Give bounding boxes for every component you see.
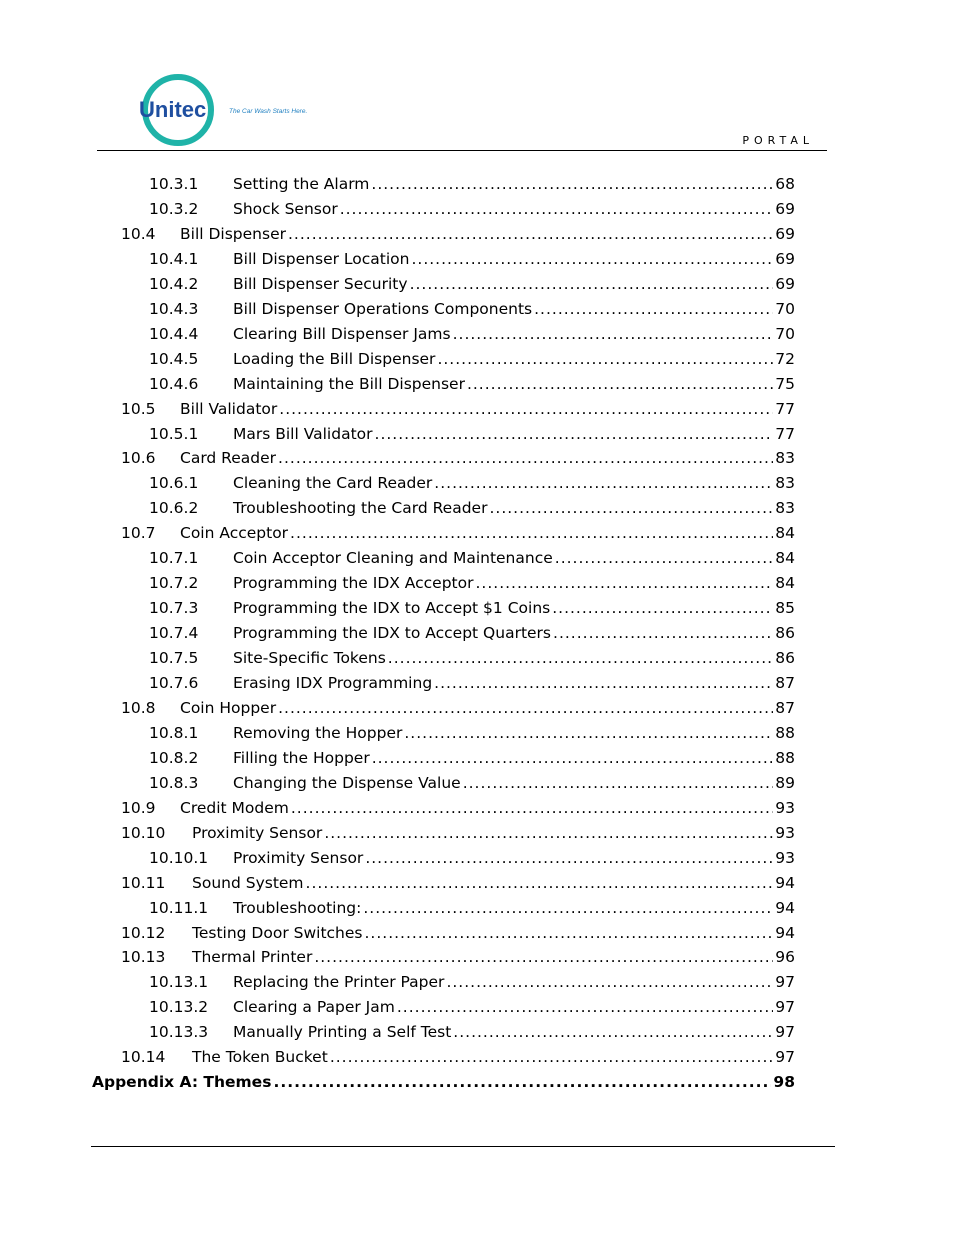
toc-entry-page: 77 (775, 424, 795, 443)
toc-entry-number: 10.8.2 (149, 748, 199, 767)
toc-entry-page: 70 (775, 299, 795, 318)
toc-entry-page: 75 (775, 374, 795, 393)
toc-entry[interactable] (149, 621, 795, 646)
toc-entry[interactable] (149, 995, 795, 1020)
toc-entry-title: Setting the Alarm (233, 175, 370, 193)
unitec-logo (137, 73, 337, 153)
toc-entry-leader (340, 197, 774, 222)
toc-entry-number: 10.4.3 (149, 299, 199, 318)
toc-entry[interactable] (149, 272, 795, 297)
toc-entry-number: 10.13 (121, 948, 166, 967)
toc-entry-title: Changing the Dispense Value (233, 773, 461, 792)
toc-entry-leader (555, 546, 774, 571)
toc-entry-number: 10.7 (121, 524, 156, 543)
toc-entry[interactable] (149, 721, 795, 746)
toc-entry[interactable] (121, 397, 795, 422)
toc-entry[interactable] (149, 571, 795, 596)
toc-entry-page: 69 (775, 249, 795, 268)
toc-entry-page: 89 (775, 773, 795, 792)
toc-entry-leader (463, 771, 774, 796)
toc-entry-leader (330, 1045, 773, 1070)
toc-entry-number: 10.8 (121, 698, 156, 717)
toc-entry-title: Erasing IDX Programming (233, 674, 433, 692)
toc-entry-number: 10.13.2 (149, 998, 209, 1017)
toc-entry-title: Shock Sensor (233, 199, 338, 218)
toc-entry-number: 10.13.3 (149, 1023, 209, 1042)
logo-wordmark: Unitec (139, 97, 207, 122)
toc-entry[interactable] (121, 1045, 795, 1070)
toc-entry-number: 10.4.5 (149, 349, 199, 368)
toc-entry-page: 86 (775, 624, 795, 643)
toc-entry[interactable] (149, 297, 795, 322)
toc-entry[interactable] (149, 372, 795, 397)
toc-entry-title: Mars Bill Validator (233, 424, 373, 443)
toc-entry-title: Proximity Sensor (192, 823, 323, 842)
toc-entry-title: Removing the Hopper (233, 723, 403, 742)
toc-entry-page: 88 (775, 748, 795, 767)
toc-entry-page: 70 (775, 324, 795, 343)
toc-entry[interactable] (149, 671, 795, 696)
toc-entry-page: 84 (775, 574, 795, 593)
toc-entry-leader (553, 621, 773, 646)
toc-entry-page: 68 (775, 175, 795, 193)
toc-entry-page: 77 (775, 399, 795, 418)
toc-entry-page: 69 (775, 274, 795, 293)
toc-entry-page: 97 (775, 1023, 795, 1042)
toc-entry-number: 10.10 (121, 823, 166, 842)
toc-entry-page: 94 (775, 898, 795, 917)
toc-entry-number: 10.14 (121, 1048, 166, 1067)
logo-tagline: The Car Wash Starts Here. (229, 108, 308, 115)
toc-entry[interactable] (121, 222, 795, 247)
toc-entry[interactable] (92, 1070, 795, 1095)
toc-entry-number: 10.12 (121, 923, 166, 942)
toc-entry[interactable] (121, 921, 795, 946)
toc-entry-title: Testing Door Switches (192, 923, 363, 942)
toc-entry-number: 10.7.2 (149, 574, 199, 593)
toc-entry[interactable] (149, 471, 795, 496)
toc-entry[interactable] (121, 821, 795, 846)
toc-entry-page: 94 (775, 873, 795, 892)
toc-entry-leader (476, 571, 774, 596)
toc-entry[interactable] (149, 322, 795, 347)
toc-entry[interactable] (149, 546, 795, 571)
toc-entry-number: 10.13.1 (149, 973, 209, 992)
toc-entry[interactable] (121, 521, 795, 546)
toc-entry-leader (290, 521, 773, 546)
toc-entry-leader (314, 945, 773, 970)
toc-entry-leader (437, 347, 773, 372)
footer-divider (91, 1146, 835, 1147)
toc-entry[interactable] (121, 696, 795, 721)
toc-entry[interactable] (149, 197, 795, 222)
toc-entry[interactable] (149, 970, 795, 995)
toc-entry[interactable] (149, 422, 795, 447)
toc-entry-title: Bill Dispenser Location (233, 249, 410, 268)
toc-entry-leader (278, 696, 773, 721)
toc-entry-number: 10.8.1 (149, 723, 199, 742)
toc-entry-number: 10.3.2 (149, 199, 199, 218)
toc-entry-leader (434, 471, 773, 496)
toc-entry-title: Proximity Sensor (233, 848, 364, 867)
toc-entry-number: 10.5 (121, 399, 156, 418)
toc-entry-title: Filling the Hopper (233, 748, 370, 767)
toc-entry-leader (453, 1020, 773, 1045)
toc-entry-leader (552, 596, 773, 621)
toc-entry-leader (363, 896, 773, 921)
toc-entry-page: 83 (775, 499, 795, 518)
toc-entry[interactable] (149, 846, 795, 871)
toc-entry-number: 10.4.4 (149, 324, 199, 343)
toc-entry[interactable] (149, 496, 795, 521)
toc-entry-title: Bill Dispenser Operations Components (233, 299, 533, 318)
toc-entry-number: 10.11 (121, 873, 166, 892)
toc-entry-number: 10.6.1 (149, 474, 199, 493)
toc-entry-page: 93 (775, 823, 795, 842)
toc-entry-page: 69 (775, 224, 795, 243)
toc-entry-page: 96 (775, 948, 795, 967)
toc-entry-title: Bill Dispenser (180, 224, 286, 243)
toc-entry-number: 10.4 (121, 224, 156, 243)
toc-entry-title: Programming the IDX to Accept $1 Coins (233, 599, 551, 618)
toc-entry-title: Replacing the Printer Paper (233, 973, 445, 992)
toc-entry-leader (365, 846, 773, 871)
toc-entry-page: 86 (775, 649, 795, 668)
toc-entry[interactable] (149, 771, 795, 796)
toc-entry-page: 97 (775, 973, 795, 992)
doc-title: PORTAL (742, 134, 814, 147)
toc-entry-number: 10.7.3 (149, 599, 199, 618)
toc-entry-title: Troubleshooting the Card Reader (233, 499, 488, 518)
toc-entry-leader (453, 322, 774, 347)
toc-entry-page: 97 (775, 998, 795, 1017)
toc-entry-leader (397, 995, 773, 1020)
toc-entry-page: 93 (775, 798, 795, 817)
toc-entry-leader (278, 446, 773, 471)
toc-entry-leader (324, 821, 773, 846)
toc-entry-title: Troubleshooting: (233, 898, 362, 917)
toc-entry-title: Thermal Printer (192, 948, 313, 967)
toc-entry-title: Card Reader (180, 449, 277, 468)
toc-entry-number: 10.11.1 (149, 898, 209, 917)
toc-entry-leader (489, 496, 773, 521)
toc-entry-title: Loading the Bill Dispenser (233, 349, 436, 368)
toc-entry-leader (410, 272, 774, 297)
toc-entry[interactable] (149, 347, 795, 372)
toc-entry[interactable] (121, 945, 795, 970)
toc-entry-page: 97 (775, 1048, 795, 1067)
toc-entry-title: Clearing a Paper Jam (233, 998, 395, 1017)
toc-entry[interactable] (121, 446, 795, 471)
toc-entry[interactable] (149, 896, 795, 921)
toc-entry-title: Bill Dispenser Security (233, 274, 408, 293)
toc-entry-page: 84 (775, 524, 795, 543)
toc-entry-title: Manually Printing a Self Test (233, 1023, 452, 1042)
toc-entry-number: 10.3.1 (149, 175, 199, 193)
toc-entry-number: 10.7.6 (149, 674, 199, 692)
toc-entry-number: 10.7.5 (149, 649, 199, 668)
toc-entry[interactable] (121, 796, 795, 821)
toc-entry-number: 10.5.1 (149, 424, 199, 443)
toc-entry-leader (467, 372, 773, 397)
toc-entry-leader (273, 1070, 771, 1095)
toc-entry-title: The Token Bucket (192, 1048, 328, 1067)
toc-entry-leader (534, 297, 773, 322)
toc-entry-title: Coin Acceptor (180, 524, 289, 543)
toc-entry-title: Sound System (192, 873, 304, 892)
toc-entry-number: 10.7.4 (149, 624, 199, 643)
toc-entry[interactable] (149, 746, 795, 771)
toc-entry-page: 72 (775, 349, 795, 368)
toc-entry-leader (372, 746, 774, 771)
toc-entry-title: Clearing Bill Dispenser Jams (233, 324, 451, 343)
toc-entry[interactable] (149, 596, 795, 621)
toc-entry-title: Coin Acceptor Cleaning and Maintenance (233, 549, 553, 568)
toc-entry-number: 10.4.6 (149, 374, 199, 393)
unitec-logo-icon (137, 73, 337, 153)
toc-entry-page: 88 (775, 723, 795, 742)
toc-entry-page: 98 (773, 1073, 795, 1092)
toc-entry[interactable] (149, 247, 795, 272)
toc-entry-page: 87 (775, 674, 795, 692)
toc-entry-page: 87 (775, 698, 795, 717)
toc-entry-title: Programming the IDX Acceptor (233, 574, 474, 593)
toc-entry-leader (404, 721, 773, 746)
header-divider (97, 150, 827, 151)
toc-entry-leader (375, 422, 774, 447)
toc-entry-leader (434, 671, 773, 696)
toc-entry-page: 85 (775, 599, 795, 618)
toc-entry-leader (306, 871, 774, 896)
toc-entry-page: 69 (775, 199, 795, 218)
toc-entry-page: 83 (775, 474, 795, 493)
toc-entry[interactable] (121, 871, 795, 896)
toc-entry[interactable] (149, 1020, 795, 1045)
toc-entry-leader (371, 172, 773, 197)
toc-entry-number: 10.6 (121, 449, 156, 468)
toc-entry-title: Bill Validator (180, 399, 278, 418)
toc-entry-leader (288, 222, 773, 247)
toc-entry[interactable] (149, 172, 795, 197)
toc-entry-leader (388, 646, 773, 671)
toc-entry-number: 10.4.1 (149, 249, 199, 268)
toc-entry-page: 94 (775, 923, 795, 942)
toc-entry-number: 10.6.2 (149, 499, 199, 518)
toc-entry-title: Programming the IDX to Accept Quarters (233, 624, 552, 643)
toc-entry-leader (279, 397, 773, 422)
toc-entry-number: 10.9 (121, 798, 156, 817)
toc-entry-page: 83 (775, 449, 795, 468)
toc-entry-leader (411, 247, 773, 272)
toc-entry-number: 10.4.2 (149, 274, 199, 293)
toc-entry-title: Site-Specific Tokens (233, 649, 386, 668)
toc-entry-title: Credit Modem (180, 798, 289, 817)
toc-entry-leader (291, 796, 773, 821)
toc-entry-title: Maintaining the Bill Dispenser (233, 374, 465, 393)
toc-entry-title: Appendix A: Themes (92, 1073, 272, 1092)
toc-entry-leader (446, 970, 773, 995)
toc-entry-number: 10.10.1 (149, 848, 209, 867)
toc-entry-page: 84 (775, 549, 795, 568)
toc-entry-page: 93 (775, 848, 795, 867)
toc-entry-title: Coin Hopper (180, 698, 277, 717)
toc-entry-leader (364, 921, 773, 946)
toc-entry-number: 10.7.1 (149, 549, 199, 568)
toc-entry-title: Cleaning the Card Reader (233, 474, 433, 493)
toc-entry-number: 10.8.3 (149, 773, 199, 792)
toc-entry[interactable] (149, 646, 795, 671)
